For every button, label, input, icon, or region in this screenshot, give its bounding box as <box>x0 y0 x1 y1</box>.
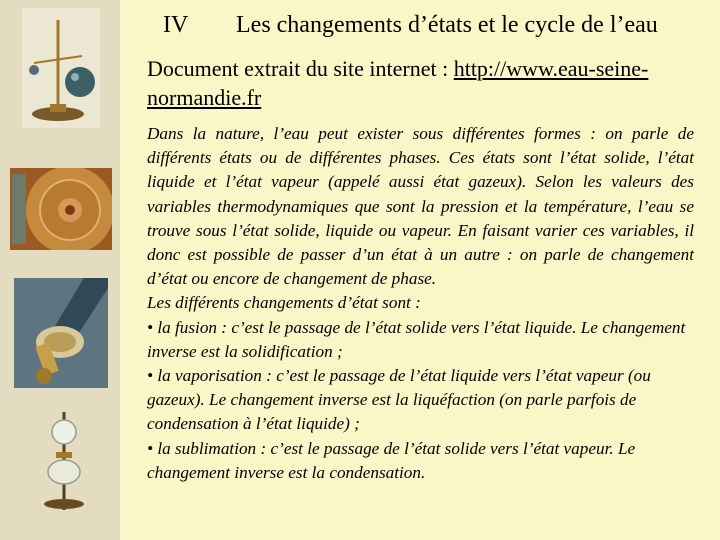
telescope-instrument-image <box>14 278 108 388</box>
list-item-vaporisation: • la vaporisation : c’est le passage de l’état liquide vers l’état vapeur (ou gazeux). Le changement inverse est la liquéfaction (on parle parfois de condensation à l’état liquide) ; <box>147 366 651 434</box>
source-reference <box>147 54 707 112</box>
intro-paragraph: Dans la nature, l’eau peut exister sous différentes formes : on parle de différents états ou de différentes phases. Ces états sont l’état solide, l’état liquide et l’état vapeur (appelé aussi état gazeux). Selon les valeurs des variables thermodynamiques que sont la pression et la température, l’eau se trouve sous l’état solide, liquide ou vapeur. En faisant varier ces variables, il donc est possible de passer d’un état à un autre : on parle de changement d’état ou encore de changement de phase. <box>147 124 694 289</box>
decorative-sidebar <box>0 0 120 540</box>
source-link[interactable]: http://www.eau-seine-normandie.fr <box>147 56 649 110</box>
brass-dial-instrument-image <box>10 168 112 250</box>
slide-title: Les changements d’états et le cycle de l’eau <box>236 12 658 38</box>
slide-header <box>0 8 720 42</box>
list-item-fusion: • la fusion : c’est le passage de l’état solide vers l’état liquide. Le changement inverse est la solidification ; <box>147 317 686 361</box>
glass-flask-apparatus-image <box>36 412 92 510</box>
list-item-sublimation: • la sublimation : c’est le passage de l’état solide vers l’état vapeur. Le changement inverse est la condensation. <box>147 438 636 482</box>
section-number: IV <box>163 12 189 38</box>
list-intro: Les différents changements d’état sont : <box>147 293 421 313</box>
source-prefix: Document extrait du site internet : <box>147 56 454 81</box>
body-text <box>147 122 694 485</box>
